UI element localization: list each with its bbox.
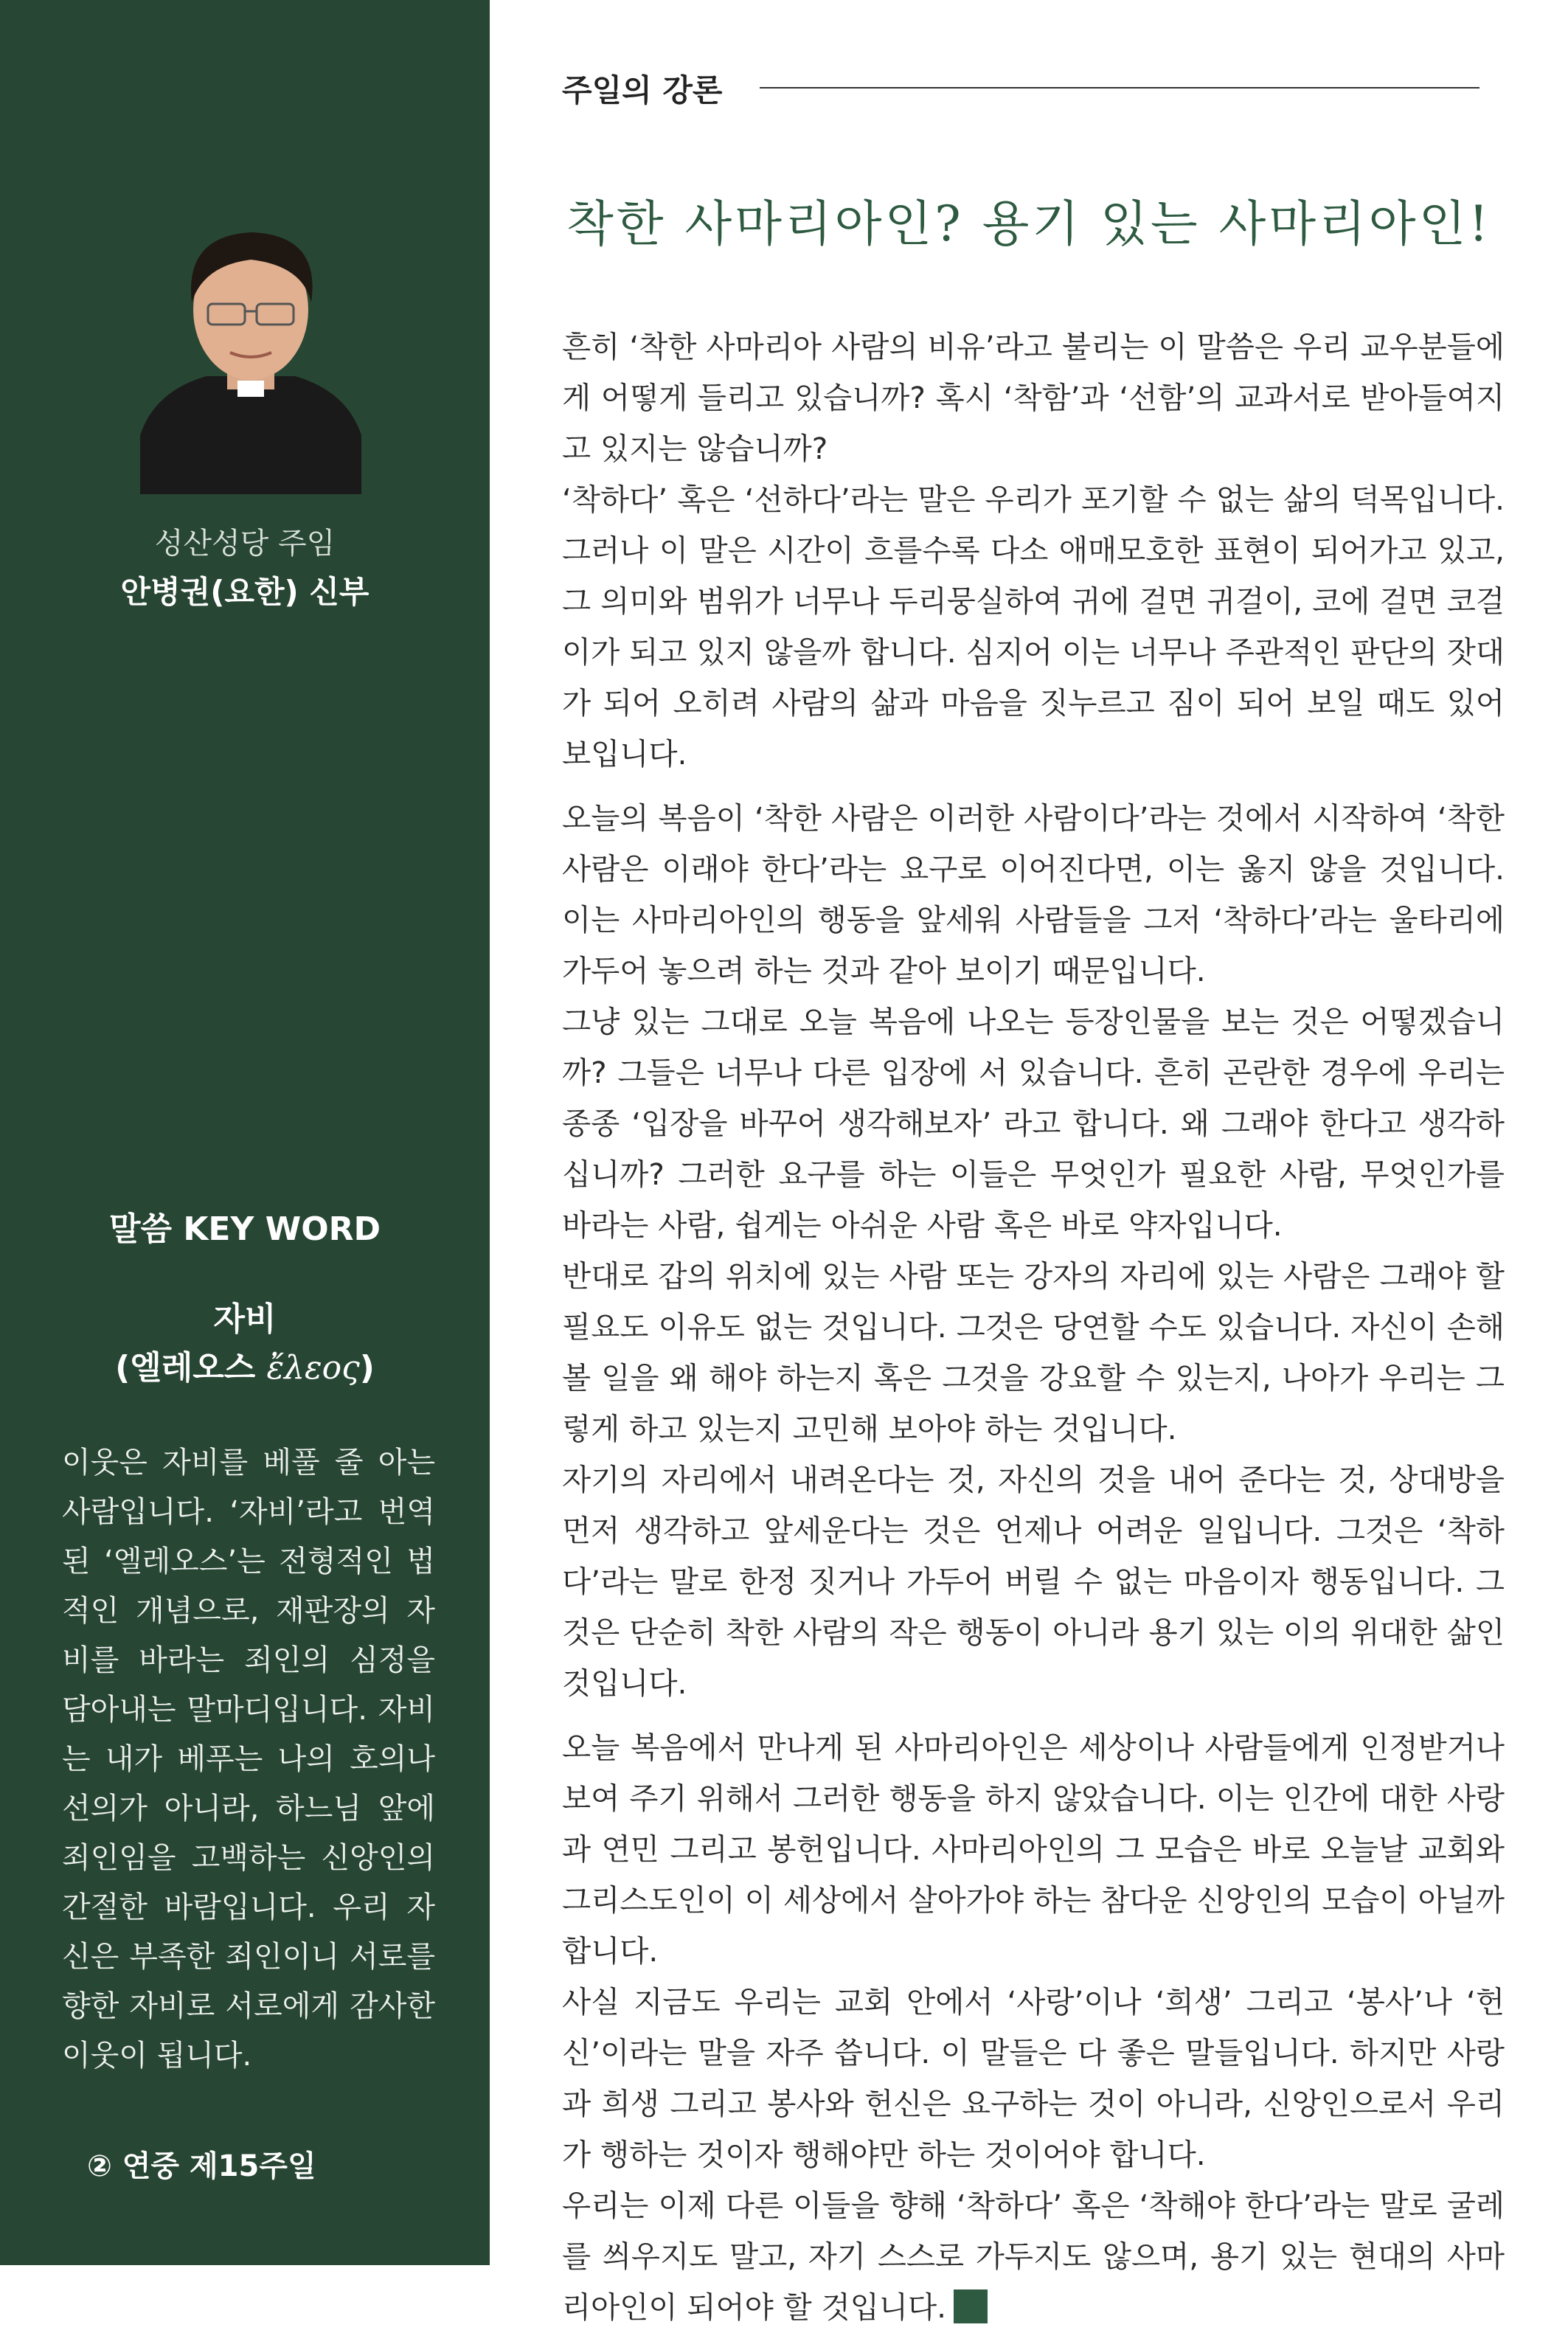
article-paragraph: 흔히 ‘착한 사마리아 사람의 비유’라고 불리는 이 말씀은 우리 교우분들에게 어떻게 들리고 있습니까? 혹시 ‘착함’과 ‘선함’의 교과서로 받아들여지고 있지는 않습니까?	[562, 329, 1505, 466]
article-paragraph: 그냥 있는 그대로 오늘 복음에 나오는 등장인물을 보는 것은 어떻겠습니까? 그들은 너무나 다른 입장에 서 있습니다. 흔히 곤란한 경우에 우리는 종종 ‘입장을 바꾸어 생각해보자’ 라고 합니다. 왜 그래야 한다고 생각하십니까? 그러한 요구를 하는 이들은 무엇인가 필요한 사람, 무엇인가를 바라는 사람, 쉽게는 아쉬운 사람 혹은 바로 약자입니다.	[562, 1004, 1505, 1243]
liturgical-date: ② 연중 제15주일	[87, 2149, 316, 2183]
article-paragraph: 반대로 갑의 위치에 있는 사람 또는 강자의 자리에 있는 사람은 그래야 할 필요도 이유도 없는 것입니다. 그것은 당연할 수도 있습니다. 자신이 손해 볼 일을 왜 해야 하는지 혹은 그것을 강요할 수 있는지, 나아가 우리는 그렇게 하고 있는지 고민해 보아야 하는 것입니다.	[562, 1258, 1505, 1446]
article-paragraph: ‘착하다’ 혹은 ‘선하다’라는 말은 우리가 포기할 수 없는 삶의 덕목입니다. 그러나 이 말은 시간이 흐를수록 다소 애매모호한 표현이 되어가고 있고, 그 의미와 범위가 너무나 두리뭉실하여 귀에 걸면 귀걸이, 코에 걸면 코걸이가 되고 있지 않을까 합니다. 심지어 이는 너무나 주관적인 판단의 잣대가 되어 오히려 사람의 삶과 마음을 짓누르고 짐이 되어 보일 때도 있어 보입니다.	[562, 482, 1505, 772]
author-portrait	[140, 214, 361, 494]
sidebar	[0, 0, 490, 2265]
article-closing-text: 우리는 이제 다른 이들을 향해 ‘착하다’ 혹은 ‘착해야 한다’라는 말로 굴레를 씌우지도 말고, 자기 스스로 가두지도 않으며, 용기 있는 현대의 사마리아인이 되어야 할 것입니다.	[562, 2188, 1505, 2325]
author-role: 성산성당 주임	[154, 527, 336, 561]
section-divider	[760, 87, 1479, 89]
keyword-heading: 말씀 KEY WORD	[109, 1210, 381, 1248]
keyword-explanation: 이웃은 자비를 베풀 줄 아는 사람입니다. ‘자비’라고 번역된 ‘엘레오스’는 전형적인 법적인 개념으로, 재판장의 자비를 바라는 죄인의 심정을 담아내는 말마디입니다. 자비는 내가 베푸는 나의 호의나 선의가 아니라, 하느님 앞에 죄인임을 고백하는 신앙인의 간절한 바람입니다. 우리 자신은 부족한 죄인이니 서로를 향한 자비로 서로에게 감사한 이웃이 됩니다.	[62, 1446, 435, 2073]
article-body	[562, 322, 1505, 2333]
article-paragraph: 오늘의 복음이 ‘착한 사람은 이러한 사람이다’라는 것에서 시작하여 ‘착한 사람은 이래야 한다’라는 요구로 이어진다면, 이는 옳지 않을 것입니다. 이는 사마리아인의 행동을 앞세워 사람들을 그저 ‘착하다’라는 울타리에 가두어 놓으려 하는 것과 같아 보이기 때문입니다.	[562, 800, 1505, 988]
section-label: 주일의 강론	[562, 72, 723, 108]
keyword-translit-close: )	[359, 1349, 375, 1387]
article-headline: 착한 사마리아인? 용기 있는 사마리아인!	[566, 195, 1491, 252]
article-paragraph-last	[562, 2180, 1505, 2333]
keyword-term: 자비	[213, 1300, 277, 1338]
keyword-greek: ἔλεος	[266, 1349, 360, 1387]
article-paragraph: 사실 지금도 우리는 교회 안에서 ‘사랑’이나 ‘희생’ 그리고 ‘봉사’나 ‘헌신’이라는 말을 자주 씁니다. 이 말들은 다 좋은 말들입니다. 하지만 사랑과 희생 그리고 봉사와 헌신은 요구하는 것이 아니라, 신앙인으로서 우리가 행하는 것이자 행해야만 하는 것이어야 합니다.	[562, 1984, 1505, 2172]
author-name: 안병권(요한) 신부	[120, 574, 370, 610]
article-paragraph: 오늘 복음에서 만나게 된 사마리아인은 세상이나 사람들에게 인정받거나 보여 주기 위해서 그러한 행동을 하지 않았습니다. 이는 인간에 대한 사랑과 연민 그리고 봉헌입니다. 사마리아인의 그 모습은 바로 오늘날 교회와 그리스도인이 이 세상에서 살아가야 하는 참다운 신앙인의 모습이 아닐까 합니다.	[562, 1730, 1505, 1969]
keyword-transliteration	[0, 1341, 490, 1388]
article-paragraph: 자기의 자리에서 내려온다는 것, 자신의 것을 내어 준다는 것, 상대방을 먼저 생각하고 앞세운다는 것은 언제나 어려운 일입니다. 그것은 ‘착하다’라는 말로 한정 짓거나 가두어 버릴 수 없는 마음이자 행동입니다. 그것은 단순히 착한 사람의 작은 행동이 아니라 용기 있는 이의 위대한 삶인 것입니다.	[562, 1462, 1505, 1701]
end-seal-icon	[954, 2289, 988, 2323]
keyword-translit-open: (엘레오스	[115, 1349, 267, 1387]
